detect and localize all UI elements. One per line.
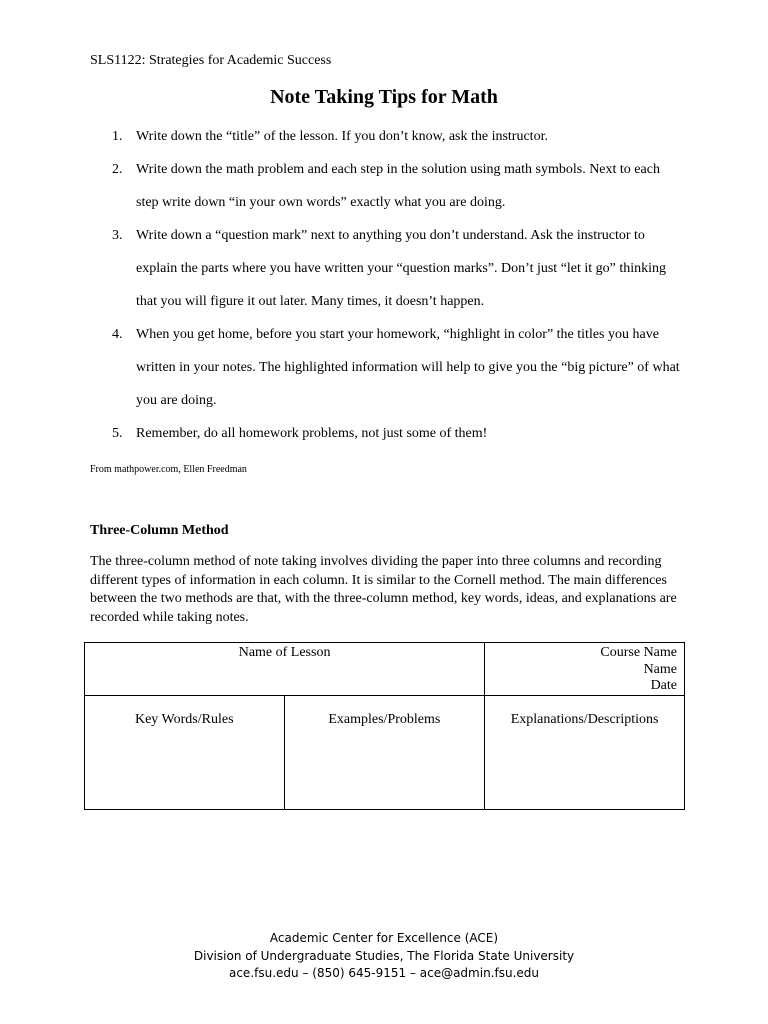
footer-division: Division of Undergraduate Studies, The Florida State University bbox=[193, 948, 575, 963]
date-label: Date bbox=[650, 678, 677, 693]
table-header-row bbox=[85, 643, 685, 696]
course-info-cell bbox=[485, 643, 685, 696]
tip-item bbox=[90, 120, 690, 153]
tip-line: written in your notes. The highlighted information will help to give you the “big picture” of what bbox=[136, 360, 680, 375]
tip-line: Remember, do all homework problems, not just some of them! bbox=[136, 426, 488, 441]
tip-number: 5. bbox=[112, 426, 123, 441]
course-name-label: Course Name bbox=[600, 645, 677, 660]
table-row bbox=[85, 695, 685, 809]
tip-number: 1. bbox=[112, 129, 123, 144]
tip-line: Write down the “title” of the lesson. If you don’t know, ask the instructor. bbox=[136, 129, 548, 144]
tip-item bbox=[90, 219, 690, 318]
page-title: Note Taking Tips for Math bbox=[270, 86, 498, 108]
three-column-table bbox=[84, 642, 685, 810]
tip-item bbox=[90, 318, 690, 417]
tip-line: you are doing. bbox=[136, 393, 217, 408]
examples-column: Examples/Problems bbox=[284, 695, 485, 809]
footer-org: Academic Center for Excellence (ACE) bbox=[269, 931, 499, 945]
body-line: The three-column method of note taking involves dividing the paper into three columns and recording bbox=[90, 554, 662, 569]
footer-contact: ace.fsu.edu – (850) 645-9151 – ace@admin.fsu.edu bbox=[228, 966, 539, 980]
tip-number: 2. bbox=[112, 162, 123, 177]
body-line: between the two methods are that, with the three-column method, key words, ideas, and explanations are bbox=[90, 591, 677, 606]
tip-line: Write down the math problem and each step in the solution using math symbols. Next to each bbox=[136, 162, 660, 177]
section-body bbox=[90, 553, 690, 627]
tip-line: Write down a “question mark” next to anything you don’t understand. Ask the instructor to bbox=[136, 228, 645, 243]
course-header: SLS1122: Strategies for Academic Success bbox=[90, 53, 332, 68]
tips-list bbox=[90, 120, 690, 450]
tip-line: explain the parts where you have written your “question marks”. Don’t just “let it go” thinking bbox=[136, 261, 667, 276]
section-heading: Three-Column Method bbox=[90, 523, 229, 538]
source-citation: From mathpower.com, Ellen Freedman bbox=[90, 464, 247, 475]
tip-line: that you will figure it out later. Many times, it doesn’t happen. bbox=[136, 294, 485, 309]
tip-line: step write down “in your own words” exactly what you are doing. bbox=[136, 195, 506, 210]
tip-line: When you get home, before you start your homework, “highlight in color” the titles you have bbox=[136, 327, 659, 342]
page-footer bbox=[0, 930, 768, 983]
tip-number: 4. bbox=[112, 327, 123, 342]
key-words-column: Key Words/Rules bbox=[85, 695, 285, 809]
tip-item bbox=[90, 417, 690, 450]
explanations-column: Explanations/Descriptions bbox=[485, 695, 685, 809]
name-label: Name bbox=[643, 661, 677, 677]
lesson-name-cell: Name of Lesson bbox=[85, 643, 485, 696]
tip-item bbox=[90, 153, 690, 219]
tip-number: 3. bbox=[112, 228, 123, 243]
body-line: recorded while taking notes. bbox=[90, 609, 249, 625]
body-line: different types of information in each column. It is similar to the Cornell method. The main differences bbox=[90, 572, 667, 588]
